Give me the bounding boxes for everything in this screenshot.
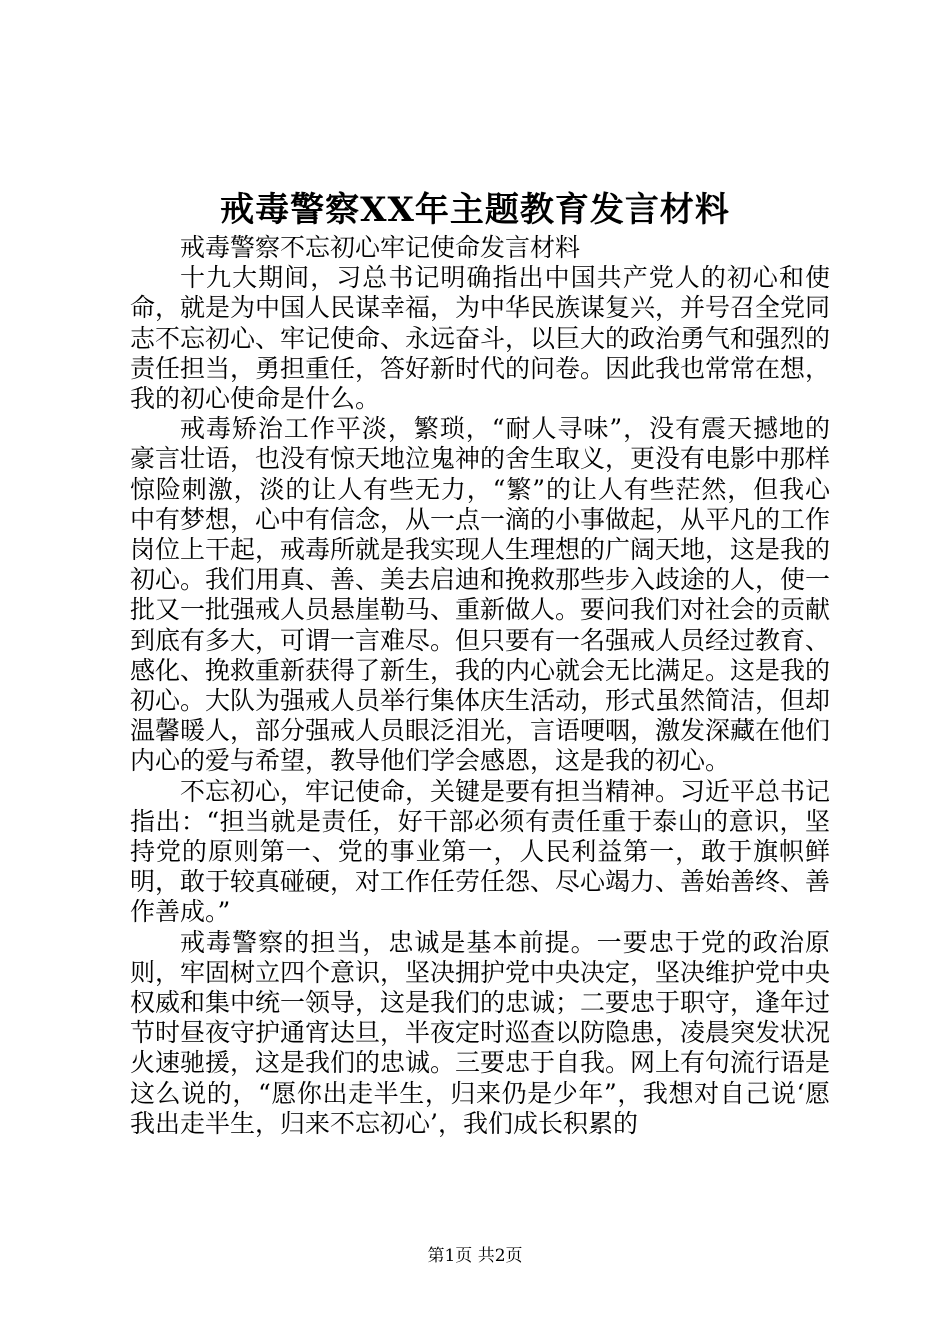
- document-body: [130, 233, 830, 1139]
- paragraph: 戒毒警察的担当，忠诚是基本前提。一要忠于党的政治原则，牢固树立四个意识，坚决拥护党中央决定，坚决维护党中央权威和集中统一领导，这是我们的忠诚；二要忠于职守，逢年过节时昼夜守护通宵达旦，半夜定时巡查以防隐患，凌晨突发状况火速驰援，这是我们的忠诚。三要忠于自我。网上有句流行语是这么说的，“愿你出走半生，归来仍是少年”，我想对自己说‘愿我出走半生，归来不忘初心’，我们成长积累的: [130, 927, 831, 1138]
- document-title: 戒毒警察XX年主题教育发言材料: [220, 190, 730, 230]
- paragraph: 十九大期间，习总书记明确指出中国共产党人的初心和使命，就是为中国人民谋幸福，为中华民族谋复兴，并号召全党同志不忘初心、牢记使命、永远奋斗，以巨大的政治勇气和强烈的责任担当，勇担重任，答好新时代的问卷。因此我也常常在想，我的初心使命是什么。: [130, 263, 831, 414]
- page-footer: 第1页 共2页: [427, 1246, 523, 1266]
- paragraph-subtitle: 戒毒警察不忘初心牢记使命发言材料: [180, 233, 581, 262]
- paragraph: 戒毒矫治工作平淡，繁琐，“耐人寻味”，没有震天撼地的豪言壮语，也没有惊天地泣鬼神的舍生取义，更没有电影中那样惊险刺激，淡的让人有些无力，“繁”的让人有些茫然，但我心中有梦想，心中有信念，从一点一滴的小事做起，从平凡的工作岗位上干起，戒毒所就是我实现人生理想的广阔天地，这是我的初心。我们用真、善、美去启迪和挽救那些步入歧途的人，使一批又一批强戒人员悬崖勒马、重新做人。要问我们对社会的贡献到底有多大，可谓一言难尽。但只要有一名强戒人员经过教育、感化、挽救重新获得了新生，我的内心就会无比满足。这是我的初心。大队为强戒人员举行集体庆生活动，形式虽然简洁，但却温馨暖人，部分强戒人员眼泛泪光，言语哽咽，激发深藏在他们内心的爱与希望，教导他们学会感恩，这是我的初心。: [130, 414, 831, 776]
- paragraph: 不忘初心，牢记使命，关键是要有担当精神。习近平总书记指出：“担当就是责任，好干部必须有责任重于泰山的意识，坚持党的原则第一、党的事业第一，人民利益第一，敢于旗帜鲜明，敢于较真碰硬，对工作任劳任怨、尽心竭力、善始善终、善作善成。”: [130, 776, 831, 927]
